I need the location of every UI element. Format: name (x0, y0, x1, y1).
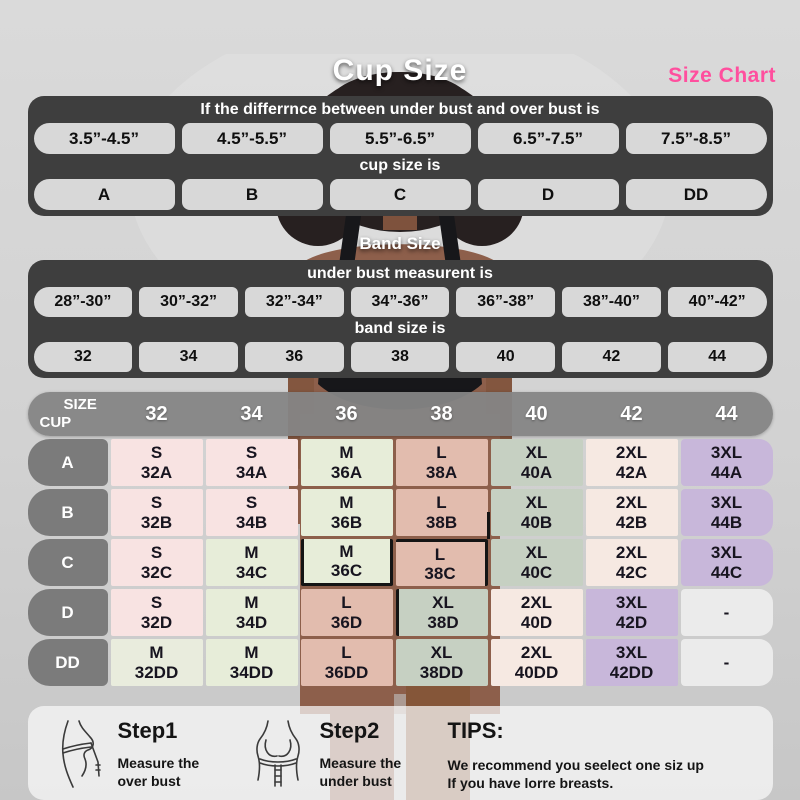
cup-letter-cell: C (330, 179, 471, 210)
matrix-header (28, 392, 773, 436)
size-label: XL (430, 643, 453, 663)
size-code: 40B (520, 512, 553, 532)
size-label: 3XL (615, 643, 648, 663)
size-cell (681, 489, 773, 536)
cup-letter-row (34, 179, 767, 210)
size-matrix (28, 392, 773, 686)
matrix-column-header: 44 (715, 402, 738, 425)
size-label: M (339, 443, 354, 463)
matrix-row-A (28, 439, 773, 486)
matrix-row-C (28, 539, 773, 586)
size-cell (111, 439, 203, 486)
size-code: 34C (235, 562, 268, 582)
size-chart-infographic (0, 54, 800, 800)
size-cell (586, 639, 678, 686)
size-code: 38A (425, 462, 458, 482)
band-number-cell: 38 (351, 342, 450, 372)
underbust-row (34, 287, 767, 317)
row-cup-label: B (28, 489, 108, 536)
size-label: L (434, 544, 446, 564)
size-cell (206, 539, 298, 586)
band-size-title: Band Size (359, 234, 441, 253)
matrix-column-header: 38 (430, 402, 453, 425)
size-cell (681, 589, 773, 636)
size-code: 44A (710, 462, 743, 482)
size-label: XL (525, 443, 548, 463)
underbust-range-cell: 30”-32” (139, 287, 238, 317)
size-cell (111, 589, 203, 636)
measure-under-bust-icon (246, 718, 310, 790)
size-cell (301, 489, 393, 536)
row-cup-label: D (28, 589, 108, 636)
matrix-row-D (28, 589, 773, 636)
size-label: XL (525, 493, 548, 513)
size-code: 36A (330, 462, 363, 482)
underbust-range-cell: 40”-42” (668, 287, 767, 317)
band-number-cell: 44 (668, 342, 767, 372)
band-size-table (28, 260, 773, 378)
size-cell (586, 489, 678, 536)
size-label: S (150, 593, 163, 613)
matrix-corner (28, 392, 108, 436)
size-cell (491, 589, 583, 636)
size-cell (491, 639, 583, 686)
size-label: S (150, 443, 163, 463)
underbust-range-cell: 28”-30” (34, 287, 133, 317)
size-label: XL (432, 593, 454, 613)
size-code: 38D (427, 612, 459, 632)
size-label: - (723, 602, 730, 622)
size-cell (206, 489, 298, 536)
size-code: 38DD (419, 662, 464, 682)
band-number-cell: 36 (245, 342, 344, 372)
size-code: 36DD (324, 662, 369, 682)
matrix-column-header: 40 (525, 402, 548, 425)
size-cell (206, 439, 298, 486)
cup-size-title: Cup Size (332, 54, 468, 87)
matrix-column-header: 32 (145, 402, 168, 425)
tips-text-line1: We recommend you seelect one siz up (447, 757, 704, 773)
band-number-cell: 42 (562, 342, 661, 372)
step2-label: Step2 (319, 718, 380, 743)
size-cell (206, 589, 298, 636)
size-label: L (341, 643, 352, 663)
difference-range-cell: 6.5”-7.5” (478, 123, 619, 154)
measure-instructions-panel (28, 706, 773, 800)
matrix-column-header: 36 (335, 402, 358, 425)
size-label: 3XL (615, 593, 648, 613)
step2-block (320, 716, 438, 790)
size-code: 32A (140, 462, 173, 482)
size-cell (301, 439, 393, 486)
size-cell (396, 639, 488, 686)
size-cell (396, 489, 488, 536)
step1-text-line1: Measure the (117, 755, 200, 771)
size-label: M (339, 541, 354, 561)
size-code: 38C (424, 564, 456, 583)
size-label: 2XL (520, 593, 553, 613)
cup-letter-cell: B (182, 179, 323, 210)
cup-letter-cell: A (34, 179, 175, 210)
cup-letter-cell: D (478, 179, 619, 210)
difference-range-cell: 3.5”-4.5” (34, 123, 175, 154)
difference-range-cell: 7.5”-8.5” (626, 123, 767, 154)
size-code: 40DD (514, 662, 559, 682)
row-cup-label: DD (28, 639, 108, 686)
size-label: S (245, 493, 258, 513)
size-code: 42C (615, 562, 648, 582)
size-code: 38B (425, 512, 458, 532)
size-label: 2XL (615, 543, 648, 563)
size-code: 32D (140, 612, 173, 632)
size-label: L (436, 493, 447, 513)
size-cell (681, 439, 773, 486)
underbust-range-cell: 34”-36” (351, 287, 450, 317)
size-cell (206, 639, 298, 686)
size-code: 36B (330, 512, 363, 532)
size-cell (491, 439, 583, 486)
size-cell (301, 539, 393, 586)
size-label: S (245, 443, 258, 463)
size-label: S (150, 543, 163, 563)
size-label: XL (525, 543, 548, 563)
size-cell (491, 489, 583, 536)
size-cell (586, 589, 678, 636)
size-code: 32C (140, 562, 173, 582)
cup-size-table (28, 96, 773, 216)
difference-range-cell: 4.5”-5.5” (182, 123, 323, 154)
size-code: 40A (520, 462, 553, 482)
size-cell (111, 489, 203, 536)
size-label: 2XL (520, 643, 553, 663)
cup-letter-cell: DD (626, 179, 767, 210)
size-label: M (149, 643, 164, 663)
size-label: 3XL (710, 443, 743, 463)
size-label: 2XL (615, 443, 648, 463)
page-title: Size Chart (668, 64, 776, 87)
size-code: 34D (235, 612, 268, 632)
band-table-header: under bust measurent is (307, 265, 493, 282)
size-label: 3XL (710, 543, 743, 563)
size-code: 34A (235, 462, 268, 482)
underbust-range-cell: 32”-34” (245, 287, 344, 317)
size-cell (586, 439, 678, 486)
corner-cup-label: CUP (39, 414, 72, 431)
size-code: 42A (615, 462, 648, 482)
tips-label: TIPS: (447, 718, 504, 743)
size-code: 32DD (134, 662, 179, 682)
matrix-column-header: 42 (620, 402, 643, 425)
size-code: 34B (235, 512, 268, 532)
size-code: 36C (330, 561, 363, 580)
size-cell (111, 639, 203, 686)
size-label: 3XL (710, 493, 743, 513)
cup-table-mid-label: cup size is (359, 157, 441, 174)
size-label: M (244, 593, 259, 613)
size-cell (111, 539, 203, 586)
size-label: L (436, 443, 447, 463)
size-code: 42DD (609, 662, 654, 682)
corner-size-label: SIZE (63, 396, 97, 413)
step1-block (118, 716, 236, 790)
band-table-mid-label: band size is (354, 320, 446, 337)
step2-text-line1: Measure the (319, 755, 402, 771)
size-cell (301, 639, 393, 686)
cup-table-header: If the differrnce between under bust and over bust is (200, 101, 600, 118)
measure-over-bust-icon (44, 718, 108, 790)
band-number-cell: 34 (139, 342, 238, 372)
size-cell (681, 539, 773, 586)
band-number-cell: 40 (456, 342, 555, 372)
band-number-cell: 32 (34, 342, 133, 372)
size-cell (396, 539, 488, 586)
size-code: 44C (710, 562, 743, 582)
size-code: 40C (520, 562, 553, 582)
row-cup-label: A (28, 439, 108, 486)
size-cell (301, 589, 393, 636)
tips-text-line2: If you have lorre breasts. (447, 775, 614, 792)
row-cup-label: C (28, 539, 108, 586)
size-label: M (244, 643, 259, 663)
size-label: S (150, 493, 163, 513)
matrix-column-header: 34 (240, 402, 263, 425)
difference-range-cell: 5.5”-6.5” (330, 123, 471, 154)
size-code: 40D (520, 612, 553, 632)
tips-block (448, 716, 757, 792)
size-cell (396, 439, 488, 486)
underbust-range-cell: 36”-38” (456, 287, 555, 317)
size-code: 32B (140, 512, 173, 532)
underbust-range-cell: 38”-40” (562, 287, 661, 317)
band-number-row (34, 342, 767, 372)
size-code: 34DD (229, 662, 274, 682)
matrix-row-DD (28, 639, 773, 686)
size-label: - (723, 652, 730, 672)
size-code: 36D (330, 612, 363, 632)
matrix-row-B (28, 489, 773, 536)
size-label: M (339, 493, 354, 513)
step1-label: Step1 (117, 718, 178, 743)
size-label: M (244, 543, 259, 563)
size-cell (681, 639, 773, 686)
size-label: L (341, 593, 352, 613)
size-code: 42B (615, 512, 648, 532)
cup-difference-row (34, 123, 767, 154)
size-cell (396, 589, 488, 636)
step1-text-line2: over bust (117, 773, 181, 790)
size-cell (586, 539, 678, 586)
size-code: 44B (710, 512, 743, 532)
size-cell (491, 539, 583, 586)
size-code: 42D (615, 612, 648, 632)
size-label: 2XL (615, 493, 648, 513)
step2-text-line2: under bust (319, 773, 392, 790)
